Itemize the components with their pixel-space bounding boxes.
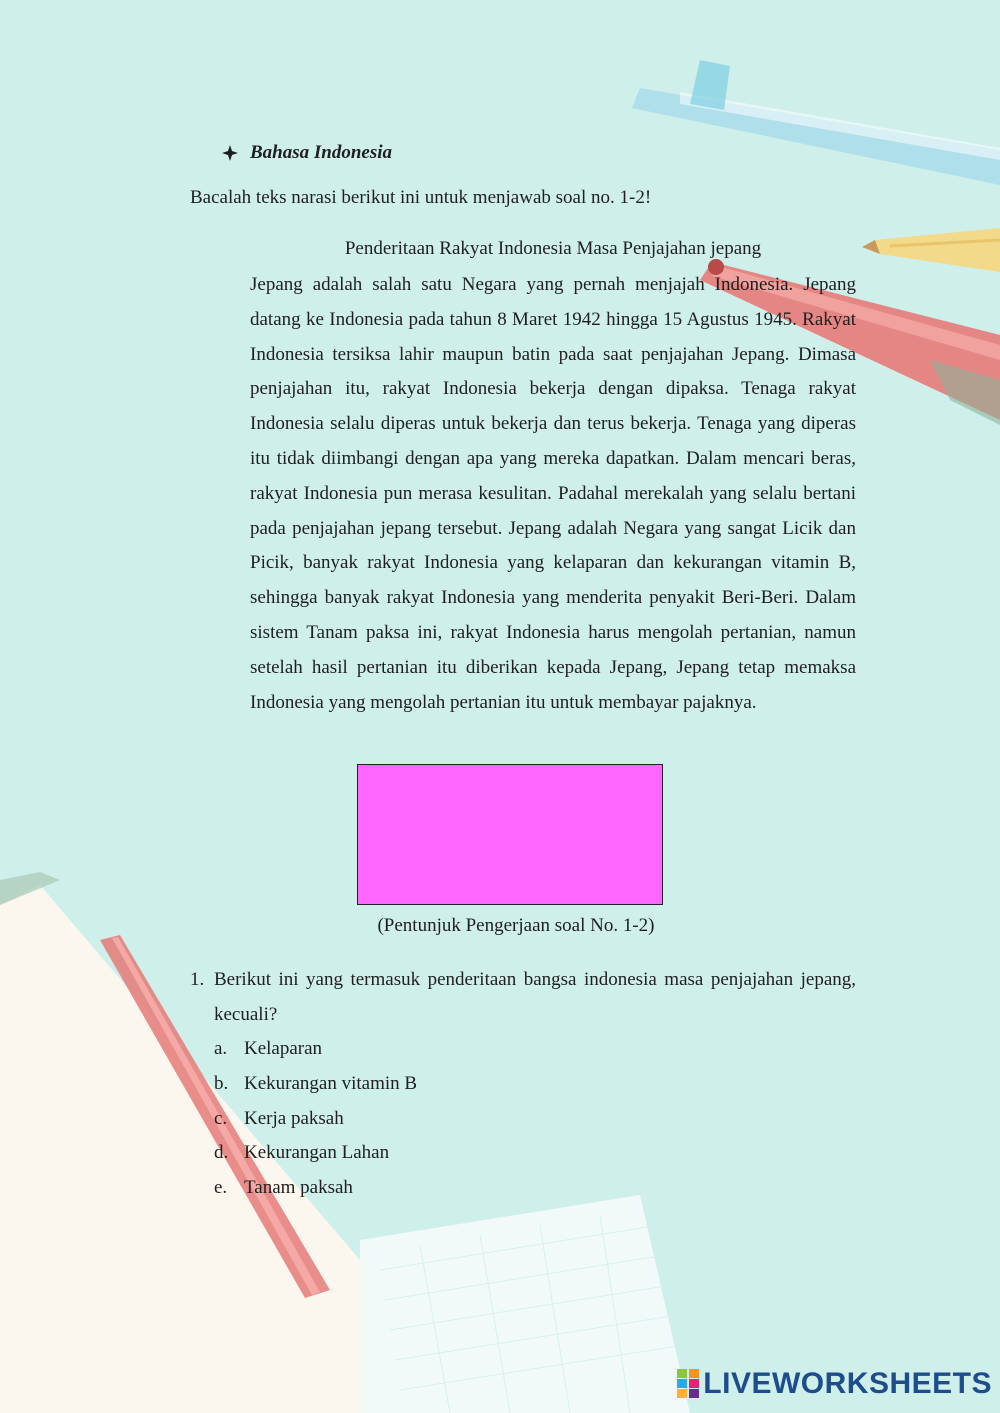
liveworksheets-logo-icon [677, 1369, 699, 1399]
answer-drop-box[interactable] [357, 764, 663, 905]
option-a [214, 1032, 417, 1067]
section-heading [222, 142, 392, 164]
liveworksheets-watermark [677, 1367, 992, 1401]
option-text: Tanam paksah [244, 1177, 353, 1199]
question-number: 1. [190, 969, 205, 990]
question-text: Berikut ini yang termasuk penderitaan bangsa indonesia masa penjajahan jepang, kecuali? [214, 969, 856, 1025]
option-d [214, 1136, 417, 1171]
answer-options [214, 1032, 417, 1206]
watermark-text: LIVEWORKSHEETS [703, 1367, 992, 1400]
diamond-bullet-icon [222, 145, 238, 161]
option-letter: e. [214, 1177, 228, 1199]
option-text: Kerja paksah [244, 1107, 344, 1129]
instruction-text: Bacalah teks narasi berikut ini untuk menjawab soal no. 1-2! [190, 187, 652, 208]
option-e [214, 1171, 417, 1206]
option-text: Kelaparan [244, 1038, 323, 1059]
option-letter: a. [214, 1038, 228, 1059]
option-letter: c. [214, 1107, 228, 1129]
yellow-pencil-illustration [862, 228, 1000, 272]
option-text: Kekurangan vitamin B [244, 1072, 418, 1094]
passage-title: Penderitaan Rakyat Indonesia Masa Penjajahan jepang [344, 238, 762, 259]
option-text: Kekurangan Lahan [244, 1142, 390, 1164]
section-heading-text: Bahasa Indonesia [250, 142, 393, 163]
option-c [214, 1102, 417, 1137]
passage-body: Jepang adalah salah satu Negara yang pernah menjajah Indonesia. Jepang datang ke Indonesia pada tahun 8 Maret 1942 hingga 15 Agustus 1945. Rakyat Indonesia tersiksa lahir maupun batin pada saat penjajahan Jepang. Dimasa penjajahan itu, rakyat Indonesia bekerja dengan dipaksa. Tenaga rakyat Indonesia selalu diperas untuk bekerja dan terus bekerja. Tenaga yang diperas itu tidak diimbangi dengan apa yang mereka dapatkan. Dalam mencari beras, rakyat Indonesia pun merasa kesulitan. Padahal merekalah yang selalu bertani pada penjajahan jepang tersebut. Jepang adalah Negara yang sangat Licik dan Picik, banyak rakyat Indonesia yang kelaparan dan kekurangan vitamin B, sehingga banyak rakyat Indonesia yang menderita penyakit Beri-Beri. Dalam sistem Tanam paksa ini, rakyat Indonesia harus mengolah pertanian, namun setelah hasil pertanian itu diberikan kepada Jepang, Jepang tetap memaksa Indonesia yang mengolah pertanian itu untuk membayar pajaknya. [250, 274, 856, 713]
option-letter: d. [214, 1142, 229, 1164]
option-b [214, 1067, 417, 1102]
question-1 [190, 963, 856, 1033]
answer-box-caption: (Pentunjuk Pengerjaan soal No. 1-2) [377, 915, 655, 936]
blue-pencil-illustration [632, 60, 1000, 185]
option-letter: b. [214, 1072, 229, 1094]
